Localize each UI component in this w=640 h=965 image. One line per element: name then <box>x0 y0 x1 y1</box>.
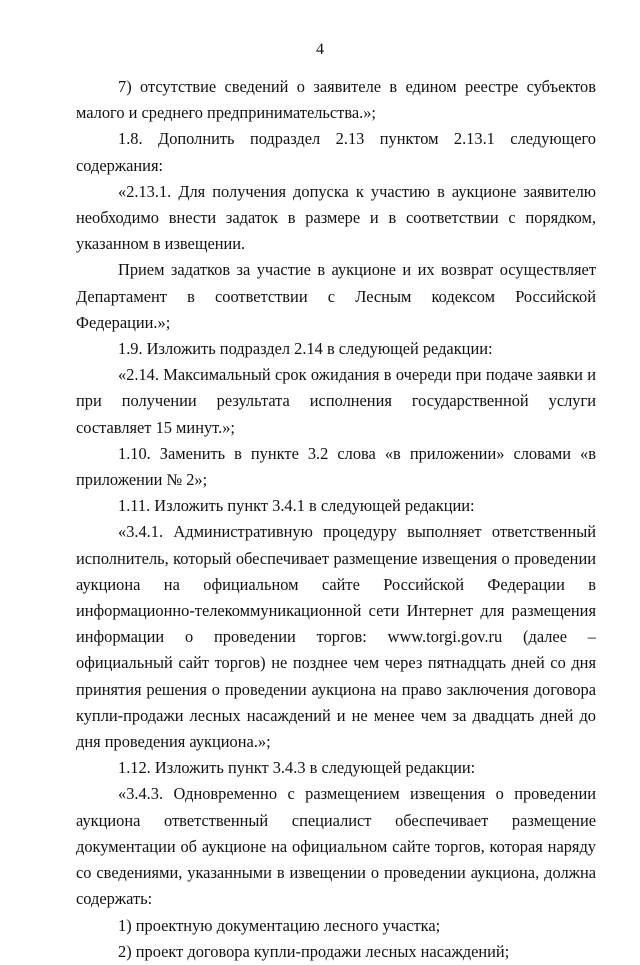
paragraph-clause-2-14: «2.14. Максимальный срок ожидания в очереди при подаче заявки и при получении результата исполнения государственной услуги составляет 15 минут.»; <box>76 365 596 437</box>
paragraph-amend-1-8: 1.8. Дополнить подраздел 2.13 пунктом 2.13.1 следующего содержания: <box>76 129 596 175</box>
paragraph-amend-1-12: 1.12. Изложить пункт 3.4.3 в следующей редакции: <box>118 758 476 778</box>
paragraph-deposits: Прием задатков за участие в аукционе и их возврат осуществляет Департамент в соответствии с Лесным кодексом Российской Федерации.»; <box>76 260 596 332</box>
list-item-project-documentation: 1) проектную документацию лесного участка; <box>118 915 441 935</box>
paragraph-amend-1-9: 1.9. Изложить подраздел 2.14 в следующей редакции: <box>118 339 493 359</box>
paragraph-amend-1-11: 1.11. Изложить пункт 3.4.1 в следующей редакции: <box>118 496 475 516</box>
paragraph-amend-1-10: 1.10. Заменить в пункте 3.2 слова «в приложении» словами «в приложении № 2»; <box>76 443 596 490</box>
paragraph-clause-3-4-3: «3.4.3. Одновременно с размещением извещения о проведении аукциона ответственный специалист обеспечивает размещение документации об аукционе на официальном сайте торгов, которая наряду со сведениями, указанными в извещении о проведении аукциона, должна содержать: <box>76 784 596 909</box>
list-item-draft-contract: 2) проект договора купли-продажи лесных насаждений; <box>118 941 510 961</box>
paragraph-clause-3-4-1: «3.4.1. Административную процедуру выполняет ответственный исполнитель, который обеспечивает размещение извещения о проведении аукциона на официальном сайте Российской Федерации в информационно-телекоммуникационной сети Интернет для размещения информации о проведении торгов: www.torgi.gov.ru (далее – официальный сайт торгов) не позднее чем через пятнадцать дней со дня принятия решения о проведении аукциона на право заключения договора купли-продажи лесных насаждений и не менее чем за двадцать дней до дня проведения аукциона.»; <box>76 522 596 752</box>
paragraph-item-7-end: 7) отсутствие сведений о заявителе в едином реестре субъектов малого и среднего предпринимательства.»; <box>76 77 596 123</box>
page-number: 4 <box>316 41 324 58</box>
paragraph-clause-2-13-1: «2.13.1. Для получения допуска к участию в аукционе заявителю необходимо внести задаток в размере и в соответствии с порядком, указанном в извещении. <box>76 181 596 254</box>
document-body <box>76 74 596 965</box>
